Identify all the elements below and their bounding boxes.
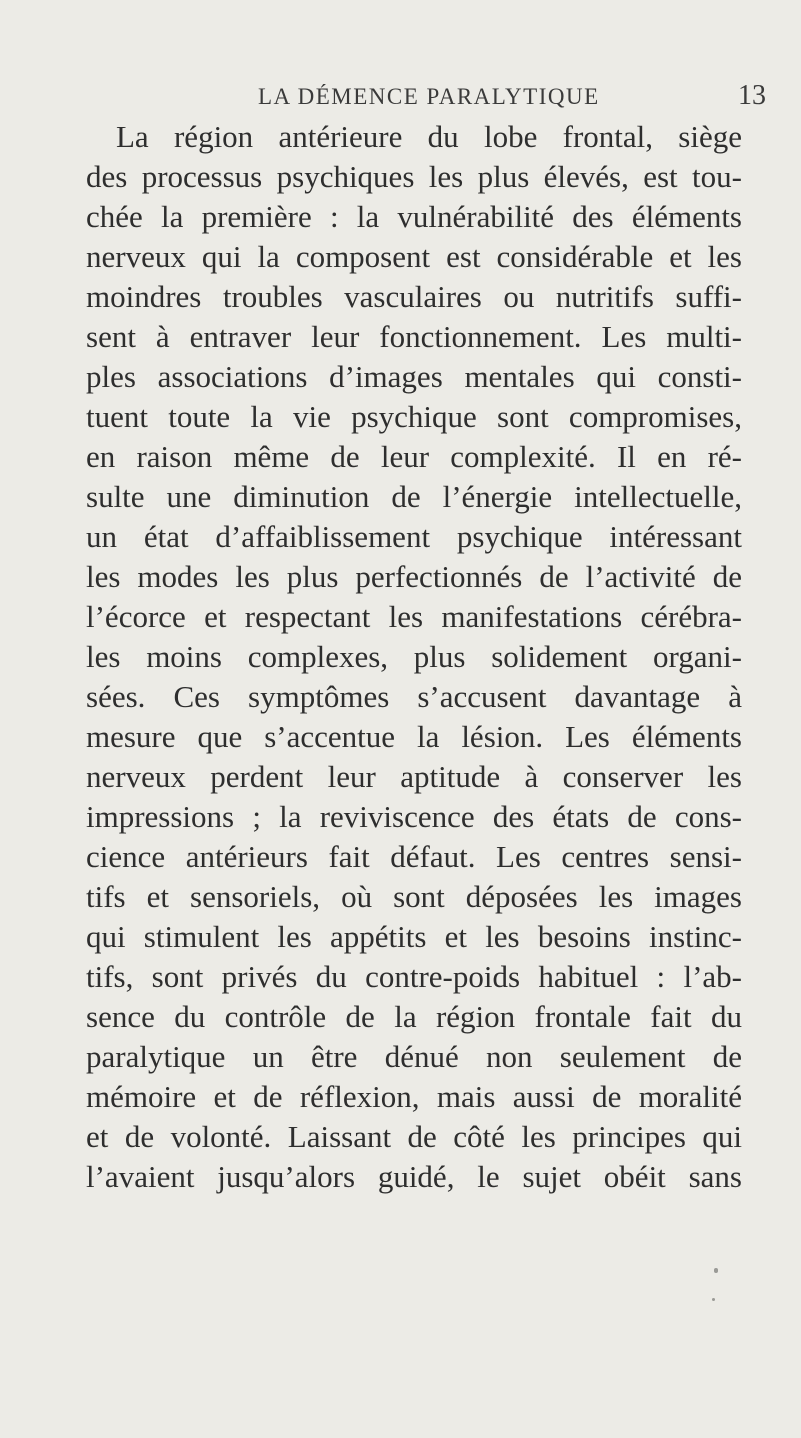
text-line: un état d’affaiblissement psychique intéressant: [86, 519, 742, 554]
text-line: moindres troubles vasculaires ou nutritifs suffi-: [86, 279, 742, 314]
text-line: des processus psychiques les plus élevés, est tou-: [86, 159, 742, 194]
text-line: nerveux qui la composent est considérable et les: [86, 239, 742, 274]
page-number: 13: [738, 80, 766, 111]
text-line: et de volonté. Laissant de côté les principes qui: [86, 1119, 742, 1154]
text-line: en raison même de leur complexité. Il en ré-: [86, 439, 742, 474]
text-line: l’avaient jusqu’alors guidé, le sujet obéit sans: [86, 1159, 742, 1194]
text-line: qui stimulent les appétits et les besoins instinc-: [86, 919, 742, 954]
text-line: les moins complexes, plus solidement organi-: [86, 639, 742, 674]
text-line: sent à entraver leur fonctionnement. Les multi-: [86, 319, 742, 354]
paper-speck: [712, 1298, 715, 1301]
text-line: paralytique un être dénué non seulement de: [86, 1039, 742, 1074]
running-title: LA DÉMENCE PARALYTIQUE: [258, 84, 600, 109]
text-line: mesure que s’accentue la lésion. Les éléments: [86, 719, 742, 754]
text-line: sulte une diminution de l’énergie intellectuelle,: [86, 479, 742, 514]
text-line: cience antérieurs fait défaut. Les centres sensi-: [86, 839, 742, 874]
text-line: tuent toute la vie psychique sont compromises,: [86, 399, 742, 434]
text-line: sence du contrôle de la région frontale fait du: [86, 999, 742, 1034]
text-line: ples associations d’images mentales qui consti-: [86, 359, 742, 394]
text-line: tifs et sensoriels, où sont déposées les images: [86, 879, 742, 914]
text-line: La région antérieure du lobe frontal, siège: [116, 119, 742, 154]
text-line: impressions ; la reviviscence des états de cons-: [86, 799, 742, 834]
text-line: les modes les plus perfectionnés de l’activité de: [86, 559, 742, 594]
text-line: chée la première : la vulnérabilité des éléments: [86, 199, 742, 234]
text-line: mémoire et de réflexion, mais aussi de moralité: [86, 1079, 742, 1114]
text-line: l’écorce et respectant les manifestations cérébra-: [86, 599, 742, 634]
text-line: tifs, sont privés du contre-poids habituel : l’ab-: [86, 959, 742, 994]
paper-speck: [714, 1268, 718, 1273]
text-line: sées. Ces symptômes s’accusent davantage à: [86, 679, 742, 714]
text-line: nerveux perdent leur aptitude à conserver les: [86, 759, 742, 794]
